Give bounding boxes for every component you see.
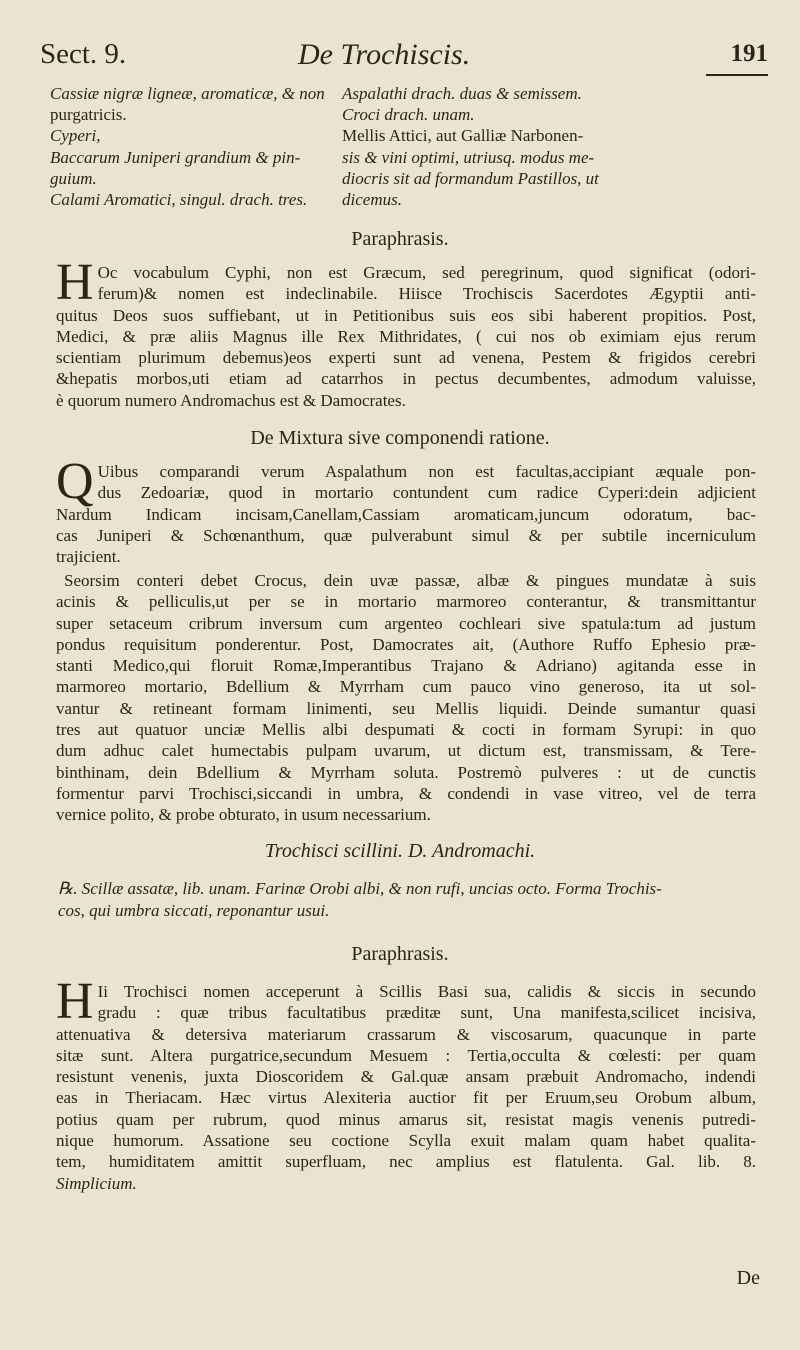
text-line: Seorsim conteri debet Crocus, dein uvæ passæ, albæ & pingues mundatæ à suis — [64, 571, 756, 590]
text-line: resistunt venenis, juxta Dioscoridem & Gal.quæ ansam præbuit Andromacho, indendi — [56, 1067, 756, 1087]
drop-cap: H — [56, 973, 94, 1030]
ingredient-line: guium. — [50, 168, 97, 188]
paraphrasis-heading: Paraphrasis. — [351, 228, 449, 250]
text-line: scientiam plurimum debemus)eos experti sunt ad venena, Pestem & frigidos cerebri — [56, 348, 756, 368]
recipe-title: Trochisci scillini. D. Andromachi. — [264, 840, 536, 862]
paraphrasis-paragraph-2 — [56, 973, 756, 1194]
text-line: stanti Medico,qui floruit Romæ,Imperantibus Trajano & Adriano) agitanda esse in — [56, 656, 756, 676]
ingredient-line: diocris sit ad formandum Pastillos, ut — [342, 168, 599, 188]
text-line: marmoreo mortario, Bdellium & Myrrham cum pauco vino generoso, ita ut sol- — [56, 677, 756, 697]
drop-cap: Q — [56, 453, 94, 510]
text-line: vantur & retineant formam linimenti, seu Mellis liquidi. Deinde sumantur quasi — [56, 698, 756, 718]
ingredients-right-column — [342, 83, 752, 210]
ingredient-line: purgatricis. — [50, 105, 127, 125]
text-line: nique humorum. Assatione seu coctione Scylla exuit malam quam habet qualita- — [56, 1131, 756, 1151]
ingredient-line: Cyperi, — [50, 126, 101, 146]
text-line: potius quam per rubrum, quod minus amarus sit, resistat magis venenis putredi- — [56, 1109, 756, 1129]
text-line: &hepatis morbos,uti etiam ad catarrhos in pectus decumbentes, admodum valuisse, — [56, 369, 756, 389]
text-line: trajicient. — [56, 547, 121, 567]
ingredient-line: sis & vini optimi, utriusq. modus me- — [342, 147, 595, 167]
text-line: eas in Theriacam. Hæc virtus Alexiteria auctior fit per Eruum,seu Orobum album, — [56, 1088, 756, 1108]
text-line: Nardum Indicam incisam,Canellam,Cassiam aromaticam,juncum odoratum, bac- — [56, 504, 756, 524]
text-line: Medici, & præ aliis Magnus ille Rex Mithridates, ( cui nos ob eximiam ejus rerum — [56, 326, 756, 346]
ingredient-line: Baccarum Juniperi grandium & pin- — [50, 147, 301, 167]
text-line: dus Zedoariæ, quod in mortario contundent cum radice Cyperi:dein adjicient — [97, 483, 756, 503]
text-line: pondus requisitum ponderentur. Post, Damocrates ait, (Authore Ruffo Ephesio præ- — [56, 634, 756, 654]
text-line: è quorum numero Andromachus est & Damocrates. — [56, 390, 406, 410]
running-header — [40, 38, 768, 78]
header-rule — [706, 74, 768, 76]
ingredient-line: Aspalathi drach. duas & semissem. — [342, 84, 582, 103]
paraphrasis-paragraph — [56, 254, 756, 411]
catchword: De — [736, 1267, 760, 1289]
text-line: tres aut quatuor unciæ Mellis albi despumati & cocti in formam Syrupi: in quo — [56, 720, 756, 740]
drop-cap: H — [56, 254, 94, 311]
text-line: formentur parvi Trochisci,siccandi in umbra, & condendi in vase vitreo, vel de terra — [56, 783, 756, 803]
text-line: vernice polito, & probe obturato, in usum necessarium. — [56, 805, 431, 825]
text-line: ℞. Scillæ assatæ, lib. unam. Farinæ Orobi albi, & non rufi, uncias octo. Forma Trochis- — [58, 879, 662, 898]
text-line: attenuativa & detersiva materiarum crassarum & viscosarum, quacunque in parte — [56, 1024, 756, 1044]
mixtura-paragraph-2 — [56, 570, 756, 826]
text-line: ferum)& nomen est indeclinabile. Hiisce Trochiscis Sacerdotes Ægyptii anti- — [97, 284, 756, 304]
text-line: Uibus comparandi verum Aspalathum non est facultas,accipiant æquale pon- — [97, 462, 756, 481]
ingredient-line: Cassiæ nigræ ligneæ, aromaticæ, & non — [50, 84, 325, 103]
ingredient-line: Mellis Attici, aut Galliæ Narbonen- — [342, 126, 584, 146]
text-line: super setaceum cribrum inversum cum argenteo cochleari sive spatula:tum ad justum — [56, 613, 756, 633]
text-line: cas Juniperi & Schœnanthum, quæ pulverabunt simul & per subtile incerniculum — [56, 525, 756, 545]
text-line: acinis & pelliculis,ut per se in mortario marmoreo conterantur, & transmittantur — [56, 592, 756, 612]
text-line: gradu : quæ tribus facultatibus præditæ sunt, Una manifesta,scilicet incisiva, — [97, 1003, 756, 1023]
section-label: Sect. 9. — [40, 38, 127, 70]
text-line: quitus Deos suos suffiebant, ut in Petitionibus suis eos sibi haberent propitios. Post, — [56, 305, 756, 325]
section-heading: De Mixtura sive componendi ratione. — [250, 427, 550, 449]
text-line: Oc vocabulum Cyphi, non est Græcum, sed peregrinum, quod significat (odori- — [97, 263, 756, 282]
text-line: Ii Trochisci nomen acceperunt à Scillis Basi sua, calidis & siccis in secundo — [97, 982, 756, 1001]
ingredient-line: dicemus. — [342, 190, 402, 210]
paraphrasis-heading-2: Paraphrasis. — [351, 943, 449, 965]
text-line: binthinam, dein Bdellium & Myrrham soluta. Postremò pulveres : ut de cunctis — [56, 762, 756, 782]
page-number: 191 — [730, 40, 768, 67]
running-title: De Trochiscis. — [298, 38, 471, 71]
text-line: sitæ sunt. Altera purgatrice,secundum Mesuem : Tertia,occulta & cœlesti: per quam — [56, 1045, 756, 1065]
recipe-text — [58, 878, 756, 922]
text-line: cos, qui umbra siccati, reponantur usui. — [58, 901, 330, 920]
ingredients-left-column — [50, 83, 328, 210]
text-line: tem, humiditatem amittit superfluam, nec amplius est flatulenta. Gal. lib. 8. — [56, 1152, 756, 1172]
ingredient-line: Croci drach. unam. — [342, 105, 475, 125]
text-line: dum adhuc calet humectabis pulpam uvarum, ut dictum est, transmissam, & Tere- — [56, 741, 756, 761]
ingredient-line: Calami Aromatici, singul. drach. tres. — [50, 190, 308, 210]
text-line: Simplicium. — [56, 1173, 137, 1193]
mixtura-paragraph — [56, 453, 756, 567]
